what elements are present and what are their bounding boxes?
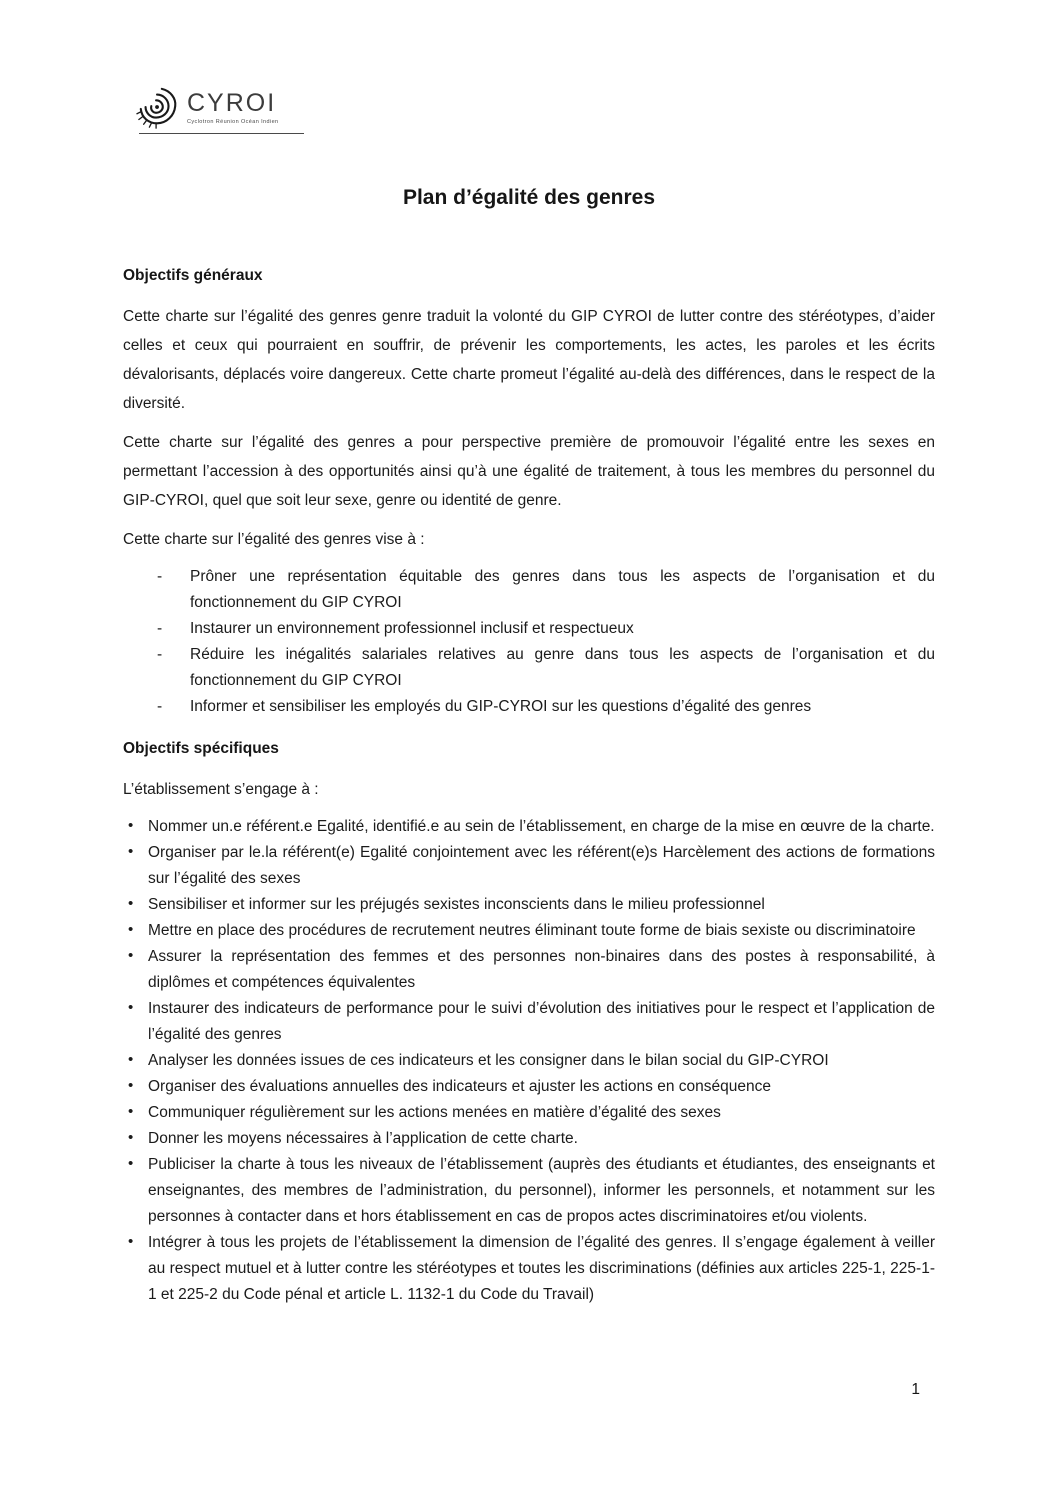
logo-underline — [139, 133, 304, 134]
specific-commitments-list — [123, 814, 935, 1308]
paragraph-charte-vise-a: Cette charte sur l’égalité des genres vise à : — [123, 531, 425, 548]
list-item: • Sensibiliser et informer sur les préjugés sexistes inconscients dans le milieu professionnel — [148, 892, 935, 918]
section-heading-objectifs-generaux: Objectifs généraux — [123, 267, 263, 284]
section-heading-objectifs-specifiques: Objectifs spécifiques — [123, 740, 279, 757]
list-item: • Communiquer régulièrement sur les actions menées en matière d’égalité des sexes — [148, 1100, 935, 1126]
list-item: - Réduire les inégalités salariales relatives au genre dans tous les aspects de l’organisation et du fonctionnement du GIP CYROI — [190, 642, 935, 694]
list-item: • Assurer la représentation des femmes et des personnes non-binaires dans des postes à responsabilité, à diplômes et compétences équivalentes — [148, 944, 935, 996]
cyroi-spiral-icon — [135, 86, 181, 130]
list-item: • Intégrer à tous les projets de l’établissement la dimension de l’égalité des genres. Il s’engage également à veiller au respect mutuel et à lutter contre les stéréotypes et toutes les discriminations (définies aux articles 225-1, 225-1-1 et 225-2 du Code pénal et article L. 1132-1 du Code du Travail) — [148, 1230, 935, 1308]
paragraph-charte-2: Cette charte sur l’égalité des genres a pour perspective première de promouvoir l’égalité entre les sexes en permettant l’accession à des opportunités ainsi qu’à une égalité de traitement, à tous les membres du personnel du GIP-CYROI, quel que soit leur sexe, genre ou identité de genre. — [123, 434, 935, 509]
page-number: 1 — [911, 1381, 920, 1398]
list-item: - Instaurer un environnement professionnel inclusif et respectueux — [190, 616, 935, 642]
list-item: - Prôner une représentation équitable des genres dans tous les aspects de l’organisation et du fonctionnement du GIP CYROI — [190, 564, 935, 616]
logo-wordmark: CYROI — [187, 89, 277, 117]
list-item: • Nommer un.e référent.e Egalité, identifié.e au sein de l’établissement, en charge de la mise en œuvre de la charte. — [148, 814, 935, 840]
list-item: • Organiser des évaluations annuelles des indicateurs et ajuster les actions en conséquence — [148, 1074, 935, 1100]
list-item: • Analyser les données issues de ces indicateurs et les consigner dans le bilan social du GIP-CYROI — [148, 1048, 935, 1074]
list-item: • Publiciser la charte à tous les niveaux de l’établissement (auprès des étudiants et étudiantes, des enseignants et enseignantes, des membres de l’administration, du personnel), informer les personnels, et notamment sur les personnes à contacter dans et hors établissement en cas de propos actes discriminatoires et/ou violents. — [148, 1152, 935, 1230]
list-item: • Mettre en place des procédures de recrutement neutres éliminant toute forme de biais sexiste ou discriminatoire — [148, 918, 935, 944]
cyroi-logo — [135, 86, 325, 134]
general-goals-list — [123, 564, 935, 720]
page-title: Plan d’égalité des genres — [402, 186, 656, 209]
logo-tagline: Cyclotron Réunion Océan Indien — [187, 119, 279, 125]
list-item: • Instaurer des indicateurs de performance pour le suivi d’évolution des initiatives pour le respect et l’application de l’égalité des genres — [148, 996, 935, 1048]
list-item: • Organiser par le.la référent(e) Egalité conjointement avec les référent(e)s Harcèlement des actions de formations sur l’égalité des sexes — [148, 840, 935, 892]
paragraph-engagement-intro: L’établissement s’engage à : — [123, 781, 319, 798]
list-item: • Donner les moyens nécessaires à l’application de cette charte. — [148, 1126, 935, 1152]
list-item: - Informer et sensibiliser les employés du GIP-CYROI sur les questions d’égalité des genres — [190, 694, 935, 720]
paragraph-charte-1: Cette charte sur l’égalité des genres genre traduit la volonté du GIP CYROI de lutter contre des stéréotypes, d’aider celles et ceux qui pourraient en souffrir, de prévenir les comportements, les actes, les paroles et les écrits dévalorisants, déplacés voire dangereux. Cette charte promeut l’égalité au-delà des différences, dans le respect de la diversité. — [123, 308, 935, 412]
